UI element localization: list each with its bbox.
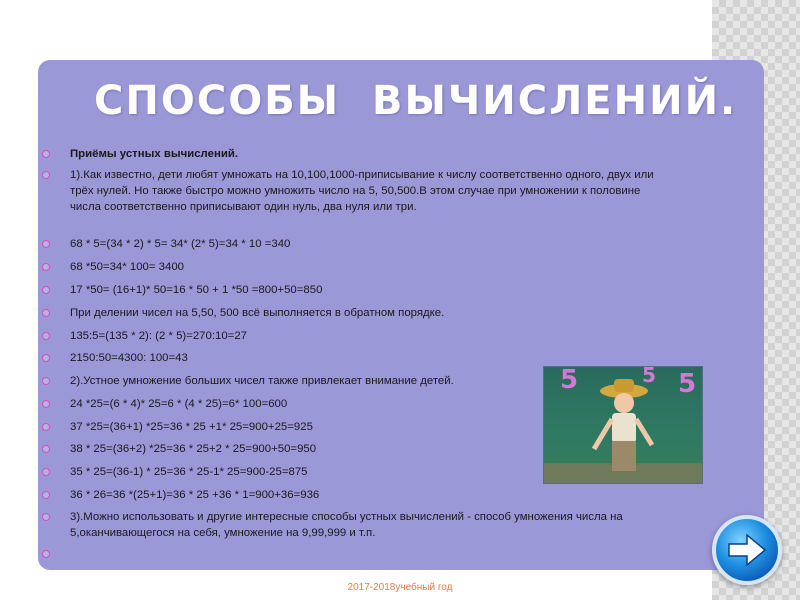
bullet-circle-icon bbox=[42, 423, 50, 431]
bullet-text: 35 * 25=(36-1) * 25=36 * 25-1* 25=900-25=875 bbox=[70, 466, 308, 478]
bullet-circle-icon bbox=[42, 377, 50, 385]
bullet-text: 24 *25=(6 * 4)* 25=6 * (4 * 25)=6* 100=600 bbox=[70, 398, 288, 410]
bullet-circle-icon bbox=[42, 468, 50, 476]
bullet-text: 17 *50= (16+1)* 50=16 * 50 + 1 *50 =800+50=850 bbox=[70, 284, 323, 296]
bullet-circle-icon bbox=[42, 445, 50, 453]
bullet-circle-icon bbox=[42, 332, 50, 340]
footer-year: 2017-2018учебный год bbox=[347, 582, 453, 593]
bullet-circle-icon bbox=[42, 286, 50, 294]
bullet-text: Приёмы устных вычислений. bbox=[70, 148, 239, 160]
bullet-circle-icon bbox=[42, 354, 50, 362]
bullet-text: 1).Как известно, дети любят умножать на 10,100,1000-приписывание к числу соответственно одного, двух или трёх нулей. Но также быстро можно умножить число на 5, 50,500.В этом случае при умножении к половине числа соответственно приписывают один нуль, два нуля или три. bbox=[70, 169, 654, 213]
bullet-circle-icon bbox=[42, 263, 50, 271]
boy-photo bbox=[543, 366, 703, 484]
bullet-circle-icon bbox=[42, 400, 50, 408]
bullet-text: 68 *50=34* 100= 3400 bbox=[70, 261, 185, 273]
photo-digit: 5 bbox=[678, 369, 697, 399]
bullet-circle-icon bbox=[42, 550, 50, 558]
bullet-circle-icon bbox=[42, 171, 50, 179]
bullet-text: 2150:50=4300: 100=43 bbox=[70, 352, 188, 364]
bullet-text: 37 *25=(36+1) *25=36 * 25 +1* 25=900+25=925 bbox=[70, 421, 313, 433]
arrow-right-icon bbox=[727, 532, 767, 568]
bullet-circle-icon bbox=[42, 150, 50, 158]
photo-digit: 5 bbox=[642, 366, 656, 387]
photo-digit: 5 bbox=[560, 366, 579, 395]
bullet-circle-icon bbox=[42, 513, 50, 521]
bullet-circle-icon bbox=[42, 240, 50, 248]
bullet-text: 2).Устное умножение больших чисел также привлекает внимание детей. bbox=[70, 375, 454, 387]
bullet-text: 3).Можно использовать и другие интересные способы устных вычислений - способ умножения числа на 5,оканчивающегося на себя, умножение на 9,99,999 и т.п. bbox=[70, 511, 623, 539]
bullet-text: При делении чисел на 5,50, 500 всё выполняется в обратном порядке. bbox=[70, 307, 445, 319]
bullet-text: 36 * 26=36 *(25+1)=36 * 25 +36 * 1=900+36=936 bbox=[70, 489, 320, 501]
bullet-text: 135:5=(135 * 2): (2 * 5)=270:10=27 bbox=[70, 330, 248, 342]
slide-title: СПОСОБЫ ВЫЧИСЛЕНИЙ. bbox=[94, 78, 738, 124]
bullet-text: 38 * 25=(36+2) *25=36 * 25+2 * 25=900+50=950 bbox=[70, 443, 317, 455]
bullet-circle-icon bbox=[42, 309, 50, 317]
next-slide-button[interactable] bbox=[712, 515, 782, 585]
bullet-circle-icon bbox=[42, 491, 50, 499]
bullet-text: 68 * 5=(34 * 2) * 5= 34* (2* 5)=34 * 10 =340 bbox=[70, 238, 291, 250]
